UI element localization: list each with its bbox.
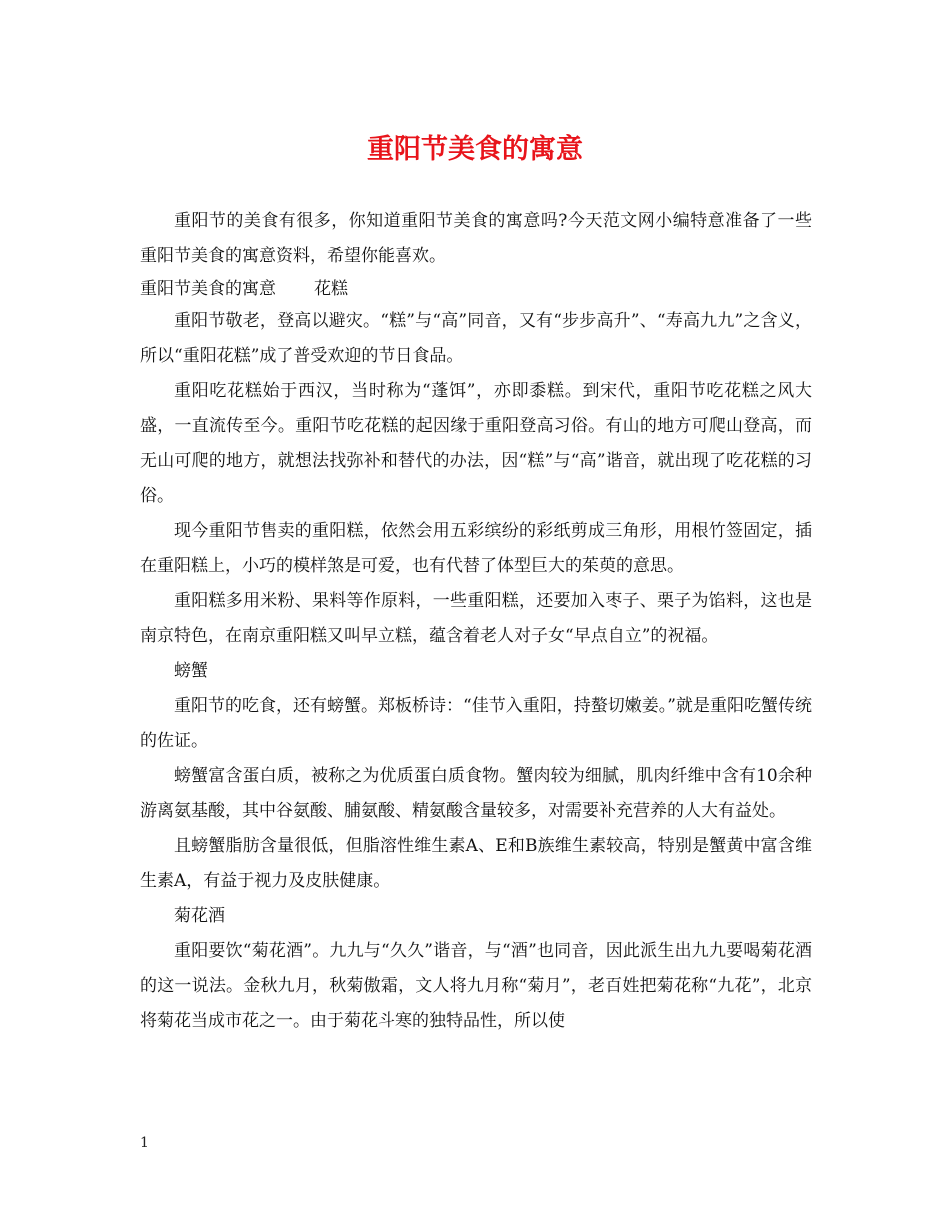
- section-heading: 重阳节美食的寓意: [140, 279, 276, 299]
- item-heading-huagao: 花糕: [314, 279, 348, 299]
- huagao-paragraph-4: 重阳糕多用米粉、果料等作原料，一些重阳糕，还要加入枣子、栗子为馅料，这也是南京特色，在南京重阳糕又叫早立糕，蕴含着老人对子女“早点自立”的祝福。: [140, 591, 812, 646]
- crab-paragraph-2: 螃蟹富含蛋白质，被称之为优质蛋白质食物。蟹肉较为细腻，肌肉纤维中含有10余种游离氨基酸，其中谷氨酸、脯氨酸、精氨酸含量较多，对需要补充营养的人大有益处。: [140, 766, 812, 821]
- item-heading-chrysanthemum-wine: 菊花酒: [174, 906, 225, 926]
- intro-paragraph: 重阳节的美食有很多，你知道重阳节美食的寓意吗?今天范文网小编特意准备了一些重阳节美食的寓意资料，希望你能喜欢。: [140, 211, 812, 266]
- huagao-paragraph-3: 现今重阳节售卖的重阳糕，依然会用五彩缤纷的彩纸剪成三角形，用根竹签固定，插在重阳糕上，小巧的模样煞是可爱，也有代替了体型巨大的茱萸的意思。: [140, 521, 812, 576]
- page-title: 重阳节美食的寓意: [367, 134, 583, 165]
- item-heading-crab: 螃蟹: [174, 661, 208, 681]
- crab-paragraph-3: 且螃蟹脂肪含量很低，但脂溶性维生素A、E和B族维生素较高，特别是蟹黄中富含维生素A，有益于视力及皮肤健康。: [140, 836, 812, 891]
- section-heading-line: [140, 274, 812, 304]
- huagao-paragraph-1: 重阳节敬老，登高以避灾。“糕”与“高”同音，又有“步步高升”、“寿高九九”之含义，所以“重阳花糕”成了普受欢迎的节日食品。: [140, 311, 812, 366]
- crab-paragraph-1: 重阳节的吃食，还有螃蟹。郑板桥诗：“佳节入重阳，持螯切嫩姜。”就是重阳吃蟹传统的佐证。: [140, 696, 812, 751]
- wine-paragraph-1: 重阳要饮“菊花酒”。九九与“久久”谐音，与“酒”也同音，因此派生出九九要喝菊花酒的这一说法。金秋九月，秋菊傲霜，文人将九月称“菊月”，老百姓把菊花称“九花”，北京将菊花当成市花之一。由于菊花斗寒的独特品性，所以使: [140, 941, 812, 1031]
- huagao-paragraph-2: 重阳吃花糕始于西汉，当时称为“蓬饵”，亦即黍糕。到宋代，重阳节吃花糕之风大盛，一直流传至今。重阳节吃花糕的起因缘于重阳登高习俗。有山的地方可爬山登高，而无山可爬的地方，就想法找弥补和替代的办法，因“糕”与“高”谐音，就出现了吃花糕的习俗。: [140, 381, 812, 506]
- page-number: 1: [140, 1135, 149, 1151]
- document-body: [140, 204, 812, 1039]
